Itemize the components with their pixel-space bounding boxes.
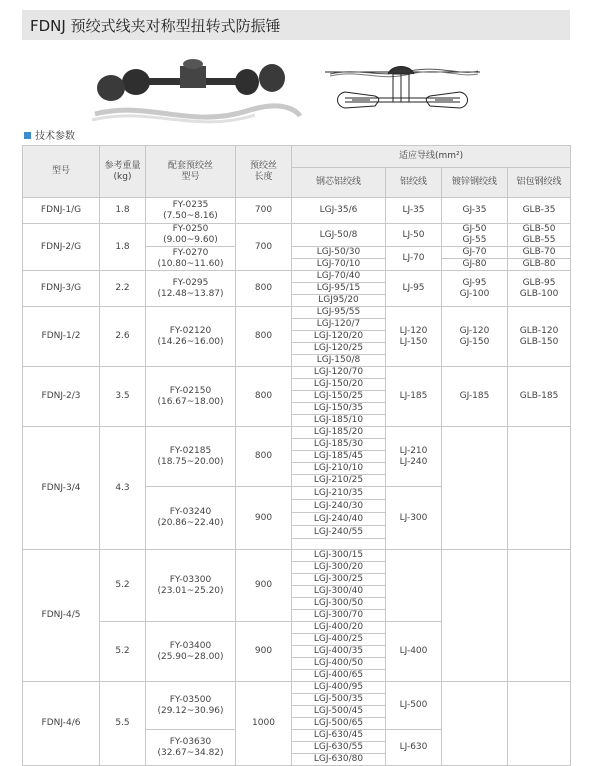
acsr-cell: LGJ-630/45 bbox=[292, 730, 386, 742]
length-cell: 900 bbox=[236, 550, 292, 622]
aac-cell: LJ-50 bbox=[386, 224, 442, 247]
rod-cell: FY-03630 (32.67~34.82) bbox=[146, 730, 236, 766]
table-row bbox=[23, 307, 571, 319]
length-cell: 800 bbox=[236, 271, 292, 307]
acsr-cell: LGJ-400/20 bbox=[292, 622, 386, 634]
aac-cell: LJ-210 LJ-240 bbox=[386, 427, 442, 487]
acsr-cell: LGJ-150/35 bbox=[292, 403, 386, 415]
rod-cell: FY-03240 (20.86~22.40) bbox=[146, 487, 236, 550]
aac-cell: LJ-95 bbox=[386, 271, 442, 307]
length-cell: 800 bbox=[236, 307, 292, 367]
acsr-cell: LGJ-50/8 bbox=[292, 224, 386, 247]
model-cell: FDNJ-4/6 bbox=[23, 682, 100, 766]
rod-cell: FY-03500 (29.12~30.96) bbox=[146, 682, 236, 730]
gsw-cell: GJ-35 bbox=[442, 198, 508, 224]
rod-cell: FY-0270 (10.80~11.60) bbox=[146, 247, 236, 271]
acsr-cell bbox=[292, 539, 386, 550]
acs-cell bbox=[508, 550, 571, 682]
acs-cell: GLB-120 GLB-150 bbox=[508, 307, 571, 367]
acsr-cell: LGJ-95/15 bbox=[292, 283, 386, 295]
aac-cell: LJ-120 LJ-150 bbox=[386, 307, 442, 367]
square-bullet-icon bbox=[24, 132, 31, 139]
header-conductor: 适应导线(mm²) bbox=[292, 146, 571, 168]
acsr-cell: LGJ95/20 bbox=[292, 295, 386, 307]
weight-cell: 5.2 bbox=[100, 550, 146, 622]
table-row bbox=[23, 682, 571, 694]
section-heading bbox=[24, 127, 75, 142]
aac-cell: LJ-300 bbox=[386, 487, 442, 550]
header-rod: 配套预绞丝 型号 bbox=[146, 146, 236, 198]
acsr-cell: LGJ-300/70 bbox=[292, 610, 386, 622]
acsr-cell: LGJ-70/40 bbox=[292, 271, 386, 283]
model-cell: FDNJ-2/G bbox=[23, 224, 100, 271]
header-length: 预绞丝 长度 bbox=[236, 146, 292, 198]
model-cell: FDNJ-2/3 bbox=[23, 367, 100, 427]
acsr-cell: LGJ-400/65 bbox=[292, 670, 386, 682]
acsr-cell: LGJ-500/45 bbox=[292, 706, 386, 718]
table-row bbox=[23, 427, 571, 439]
gsw-cell bbox=[442, 550, 508, 682]
header-weight: 参考重量 (kg) bbox=[100, 146, 146, 198]
weight-cell: 1.8 bbox=[100, 224, 146, 271]
length-cell: 900 bbox=[236, 622, 292, 682]
model-cell: FDNJ-4/5 bbox=[23, 550, 100, 682]
length-cell: 800 bbox=[236, 367, 292, 427]
acs-cell: GLB-80 bbox=[508, 259, 571, 271]
aac-cell: LJ-70 bbox=[386, 247, 442, 271]
rod-cell: FY-03300 (23.01~25.20) bbox=[146, 550, 236, 622]
weight-cell: 2.6 bbox=[100, 307, 146, 367]
acsr-cell: LGJ-120/7 bbox=[292, 319, 386, 331]
acsr-cell: LGJ-300/25 bbox=[292, 574, 386, 586]
acsr-cell: LGJ-50/30 bbox=[292, 247, 386, 259]
model-cell: FDNJ-3/4 bbox=[23, 427, 100, 550]
table-row bbox=[23, 271, 571, 283]
weight-cell: 5.2 bbox=[100, 622, 146, 682]
product-figures bbox=[0, 40, 593, 130]
acsr-cell: LGJ-120/70 bbox=[292, 367, 386, 379]
table-row bbox=[23, 367, 571, 379]
header-model: 型号 bbox=[23, 146, 100, 198]
acsr-cell: LGJ-240/30 bbox=[292, 500, 386, 513]
acs-cell: GLB-185 bbox=[508, 367, 571, 427]
aac-cell: LJ-185 bbox=[386, 367, 442, 427]
acsr-cell: LGJ-400/35 bbox=[292, 646, 386, 658]
acsr-cell: LGJ-35/6 bbox=[292, 198, 386, 224]
damper-drawing bbox=[325, 67, 480, 109]
damper-photo bbox=[92, 59, 300, 122]
acs-cell: GLB-70 bbox=[508, 247, 571, 259]
acsr-cell: LGJ-300/40 bbox=[292, 586, 386, 598]
acsr-cell: LGJ-500/35 bbox=[292, 694, 386, 706]
acsr-cell: LGJ-400/50 bbox=[292, 658, 386, 670]
length-cell: 1000 bbox=[236, 682, 292, 766]
acsr-cell: LGJ-630/55 bbox=[292, 742, 386, 754]
weight-cell: 5.5 bbox=[100, 682, 146, 766]
title-bar bbox=[22, 10, 570, 40]
model-cell: FDNJ-1/G bbox=[23, 198, 100, 224]
rod-cell: FY-02150 (16.67~18.00) bbox=[146, 367, 236, 427]
aac-cell: LJ-630 bbox=[386, 730, 442, 766]
length-cell: 700 bbox=[236, 198, 292, 224]
acs-cell bbox=[508, 682, 571, 766]
acsr-cell: LGJ-210/10 bbox=[292, 463, 386, 475]
header-aac: 铝绞线 bbox=[386, 168, 442, 198]
acsr-cell: LGJ-120/25 bbox=[292, 343, 386, 355]
acsr-cell: LGJ-630/80 bbox=[292, 754, 386, 766]
acsr-cell: LGJ-150/20 bbox=[292, 379, 386, 391]
aac-cell: LJ-400 bbox=[386, 622, 442, 682]
gsw-cell bbox=[442, 427, 508, 550]
gsw-cell: GJ-50 GJ-55 bbox=[442, 224, 508, 247]
page-title: FDNJ 预绞式线夹对称型扭转式防振锤 bbox=[30, 17, 281, 35]
acsr-cell: LGJ-70/10 bbox=[292, 259, 386, 271]
aac-cell bbox=[386, 550, 442, 622]
rod-cell: FY-0250 (9.00~9.60) bbox=[146, 224, 236, 247]
gsw-cell: GJ-95 GJ-100 bbox=[442, 271, 508, 307]
header-acs: 铝包钢绞线 bbox=[508, 168, 571, 198]
gsw-cell: GJ-120 GJ-150 bbox=[442, 307, 508, 367]
acsr-cell: LGJ-185/30 bbox=[292, 439, 386, 451]
acsr-cell: LGJ-185/20 bbox=[292, 427, 386, 439]
section-label: 技术参数 bbox=[35, 131, 75, 142]
acsr-cell: LGJ-300/20 bbox=[292, 562, 386, 574]
weight-cell: 4.3 bbox=[100, 427, 146, 550]
acsr-cell: LGJ-210/35 bbox=[292, 487, 386, 500]
weight-cell: 2.2 bbox=[100, 271, 146, 307]
acsr-cell: LGJ-240/55 bbox=[292, 526, 386, 539]
acsr-cell: LGJ-400/95 bbox=[292, 682, 386, 694]
rod-cell: FY-02185 (18.75~20.00) bbox=[146, 427, 236, 487]
acsr-cell: LGJ-500/65 bbox=[292, 718, 386, 730]
length-cell: 800 bbox=[236, 427, 292, 487]
aac-cell: LJ-500 bbox=[386, 682, 442, 730]
gsw-cell: GJ-80 bbox=[442, 259, 508, 271]
rod-cell: FY-02120 (14.26~16.00) bbox=[146, 307, 236, 367]
table-row bbox=[23, 224, 571, 247]
acsr-cell: LGJ-400/25 bbox=[292, 634, 386, 646]
acs-cell: GLB-50 GLB-55 bbox=[508, 224, 571, 247]
spec-table bbox=[22, 145, 571, 766]
acs-cell: GLB-95 GLB-100 bbox=[508, 271, 571, 307]
acsr-cell: LGJ-95/55 bbox=[292, 307, 386, 319]
acs-cell: GLB-35 bbox=[508, 198, 571, 224]
header-acsr: 钢芯铝绞线 bbox=[292, 168, 386, 198]
weight-cell: 1.8 bbox=[100, 198, 146, 224]
length-cell: 900 bbox=[236, 487, 292, 550]
gsw-cell: GJ-70 bbox=[442, 247, 508, 259]
gsw-cell: GJ-185 bbox=[442, 367, 508, 427]
acsr-cell: LGJ-210/25 bbox=[292, 475, 386, 487]
acsr-cell: LGJ-300/50 bbox=[292, 598, 386, 610]
acs-cell bbox=[508, 427, 571, 550]
length-cell: 700 bbox=[236, 224, 292, 271]
acsr-cell: LGJ-120/20 bbox=[292, 331, 386, 343]
gsw-cell bbox=[442, 682, 508, 766]
weight-cell: 3.5 bbox=[100, 367, 146, 427]
header-gsw: 镀锌钢绞线 bbox=[442, 168, 508, 198]
acsr-cell: LGJ-185/45 bbox=[292, 451, 386, 463]
rod-cell: FY-0235 (7.50~8.16) bbox=[146, 198, 236, 224]
acsr-cell: LGJ-150/25 bbox=[292, 391, 386, 403]
acsr-cell: LGJ-300/15 bbox=[292, 550, 386, 562]
model-cell: FDNJ-3/G bbox=[23, 271, 100, 307]
table-row bbox=[23, 550, 571, 562]
acsr-cell: LGJ-240/40 bbox=[292, 513, 386, 526]
table-row bbox=[23, 198, 571, 224]
model-cell: FDNJ-1/2 bbox=[23, 307, 100, 367]
aac-cell: LJ-35 bbox=[386, 198, 442, 224]
acsr-cell: LGJ-150/8 bbox=[292, 355, 386, 367]
rod-cell: FY-03400 (25.90~28.00) bbox=[146, 622, 236, 682]
rod-cell: FY-0295 (12.48~13.87) bbox=[146, 271, 236, 307]
acsr-cell: LGJ-185/10 bbox=[292, 415, 386, 427]
